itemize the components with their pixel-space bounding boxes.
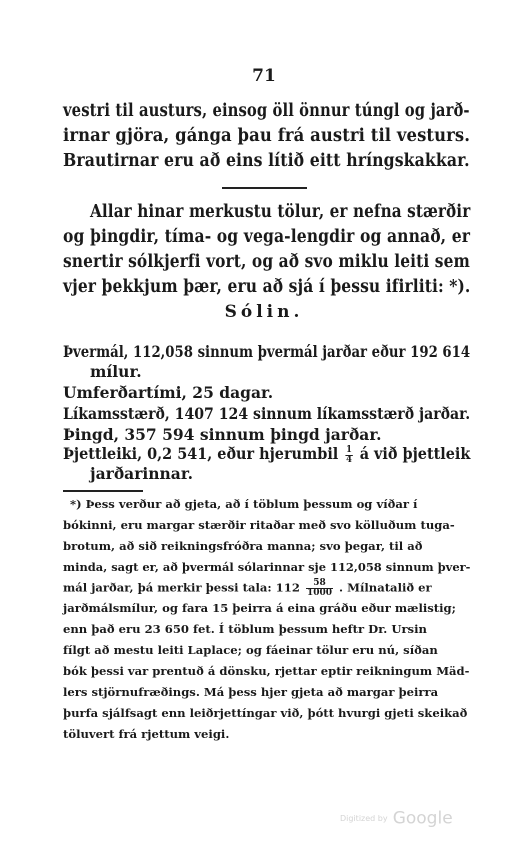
paragraph-2-line-2: og þingdir, tíma- og vega-lengdir og annað, er <box>63 227 471 247</box>
footnote-line-4: minda, sagt er, að þvermál sólarinnar sje 112,058 sinnum þver- <box>63 560 471 574</box>
fraction-1000-den: 1000 <box>306 588 332 598</box>
footnote-line-10: lers stjörnufræðings. Má þess hjer gjeta að margar þeirra <box>63 685 439 699</box>
section-divider <box>222 187 307 189</box>
paragraph-1-line-1: vestri til austurs, einsog öll önnur túngl og jarð- <box>63 101 470 121</box>
digitized-watermark <box>340 808 453 829</box>
entry-volume: Líkamsstærð, 1407 124 sinnum líkamsstærð jarðar. <box>63 404 471 423</box>
entry-density-cont: jarðarinnar. <box>90 464 193 483</box>
footnote-line-5 <box>63 579 432 598</box>
fraction-1000 <box>306 579 333 598</box>
footnote-line-5-text: mál jarðar, þá merkir þessi tala: 112 <box>63 580 300 595</box>
paragraph-1-line-2: irnar gjöra, gánga þau frá austri til vesturs. <box>63 126 471 146</box>
footnote-line-9: bók þessi var prentuð á dönsku, rjettar eptir reikningum Mäd- <box>63 664 470 678</box>
paragraph-2-line-3: snertir sólkjerfi vort, og að svo miklu leiti sem <box>63 252 470 272</box>
entry-mass: Þingd, 357 594 sinnum þingd jarðar. <box>63 425 382 444</box>
entry-density-text-end: á við þjettleik <box>359 444 471 463</box>
entry-diameter: Þvermál, 112,058 sinnum þvermál jarðar eður 192 614 <box>63 342 471 361</box>
watermark-logo: Google <box>392 808 453 829</box>
footnote-line-5-text-end: . Mílnatalið er <box>339 580 432 595</box>
entry-rotation: Umferðartími, 25 dagar. <box>63 383 274 402</box>
fraction-quarter-den: 4 <box>346 454 352 465</box>
footnote-line-7: enn það eru 23 650 fet. Í töblum þessum heftr Dr. Ursin <box>63 622 427 636</box>
footnote-line-1: *) Þess verður að gjeta, að í töblum þessum og víðar í <box>70 497 418 511</box>
paragraph-1-line-3: Brautirnar eru að eins lítið eitt hríngskakkar. <box>63 151 470 171</box>
paragraph-2-line-4: vjer þekkjum þær, eru að sjá í þessu ifirliti: *). <box>63 277 471 297</box>
footnote-line-11: þurfa sjálfsagt enn leiðrjettíngar við, þótt hvurgi gjeti skeikað <box>63 706 468 720</box>
fraction-quarter-num: 1 <box>346 444 352 455</box>
footnote-line-12: töluvert frá rjettum veigi. <box>63 727 230 741</box>
footnote-line-2: bókinni, eru margar stærðir ritaðar með svo kölluðum tuga- <box>63 518 455 532</box>
footnote-line-3: brotum, að sið reikningsfróðra manna; svo þegar, til að <box>63 539 423 553</box>
page-number: 71 <box>252 66 276 86</box>
entry-density <box>63 444 470 465</box>
footnote-line-6: jarðmálsmílur, og fara 15 þeirra á eina gráðu eður mælistig; <box>63 601 456 615</box>
entry-diameter-cont: mílur. <box>90 362 142 381</box>
section-heading: Sólin. <box>224 302 304 322</box>
paragraph-2-line-1: Allar hinar merkustu tölur, er nefna stærðir <box>90 202 471 222</box>
fraction-quarter <box>345 446 353 465</box>
footnote-divider <box>63 490 143 492</box>
watermark-small: Digitized by <box>340 814 388 823</box>
fraction-1000-num: 58 <box>306 579 333 589</box>
footnote-line-8: fílgt að mestu leiti Laplace; og fáeinar tölur eru nú, síðan <box>63 643 438 657</box>
entry-density-text: Þjettleiki, 0,2 541, eður hjerumbil <box>63 444 339 463</box>
